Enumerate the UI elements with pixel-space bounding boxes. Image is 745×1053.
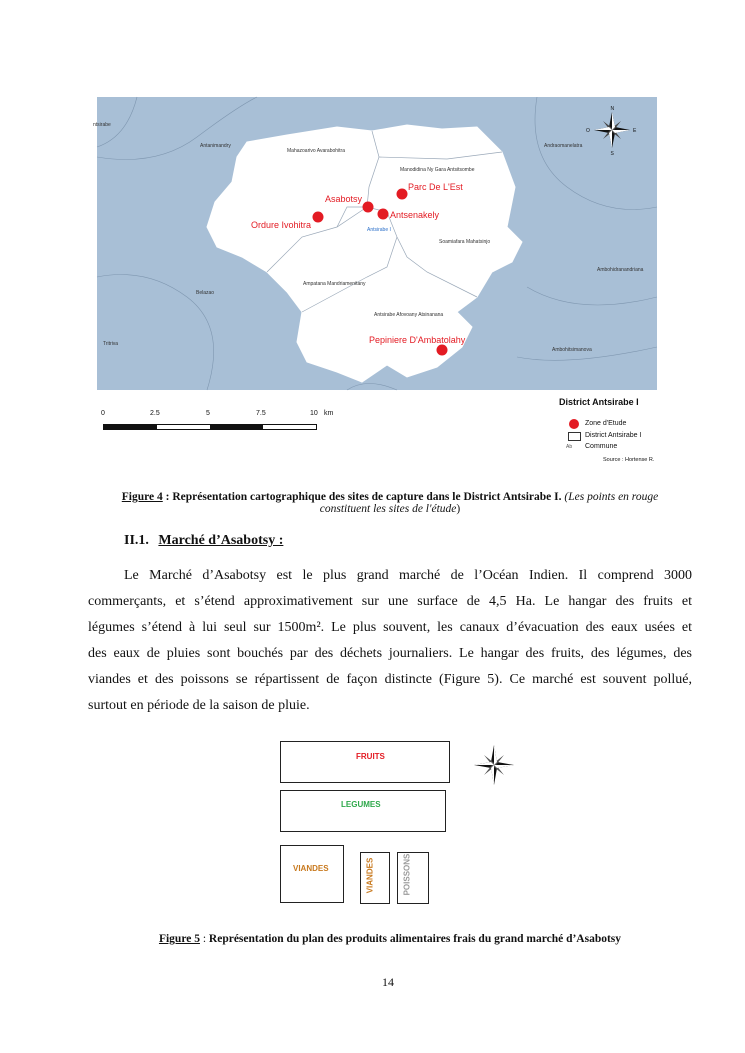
legend-site-icon [569, 419, 579, 429]
paragraph-line: surtout en période de la saison de pluie. [88, 698, 310, 713]
body-paragraph [88, 563, 692, 719]
scale-bar-segment [104, 425, 157, 429]
scale-bar-segment [210, 425, 263, 429]
page-number: 14 [382, 975, 394, 989]
commune-label: Antsirabe Afovoany Atsinanana [374, 312, 444, 318]
scale-unit: km [324, 410, 334, 417]
compass-east: E [633, 128, 637, 134]
legend-item: Commune [585, 443, 618, 450]
place-label: Antanimandry [200, 143, 231, 149]
commune-label: Soamiafara Mahatsinjo [439, 239, 491, 245]
figure-4-note-open: ( [564, 491, 569, 503]
figure-4-note-close: ) [456, 503, 461, 515]
plan-poissons-label: POISSONS [402, 853, 412, 896]
place-label: Tritriva [103, 341, 119, 347]
scale-tick: 2.5 [150, 410, 160, 417]
figure-5-title: Représentation du plan des produits alimentaires frais du grand marché d’Asabotsy [208, 933, 622, 945]
figure-5-sep: : [199, 933, 209, 945]
place-label: Andraomanelatra [544, 143, 583, 149]
site-label-ordure-ivohitra: Ordure Ivohitra [251, 220, 312, 230]
figure-4-note-2: constituent les sites de l'étude [319, 503, 457, 515]
site-label-parc-de-l-est: Parc De L'Est [408, 182, 463, 192]
scale-tick: 0 [101, 410, 105, 417]
commune-label: Ampatana Mandriamenitany [303, 281, 366, 287]
plan-poissons-hangar [397, 852, 429, 904]
paragraph-line: commerçants, et s’étend approximativement sur une surface de 4,5 Ha. Le hangar des fruits et [88, 594, 692, 609]
district-map [93, 97, 657, 390]
site-label-pepiniere: Pepiniere D'Ambatolahy [369, 335, 466, 345]
compass-south: S [610, 151, 614, 157]
site-marker-asabotsy [363, 202, 374, 213]
legend-item: District Antsirabe I [585, 432, 642, 439]
place-label: ntsirabe [93, 122, 111, 128]
site-label-asabotsy: Asabotsy [325, 194, 363, 204]
figure-4-note: Les points en rouge [568, 491, 659, 503]
figure-4-label: Figure 4 [121, 491, 163, 503]
legend-item: Zone d'Etude [585, 420, 627, 427]
paragraph-line: des eaux de pluies sont bouchés par des déchets journaliers. Le hangar des fruits, des légumes, des [88, 646, 692, 661]
figure-5-label: Figure 5 [158, 933, 200, 945]
site-marker-pepiniere [437, 345, 448, 356]
paragraph-line: viandes et des poissons se répartissent de façon distincte (Figure 5). Ce marché est souvent pollué, [88, 672, 692, 687]
compass-west: O [586, 128, 590, 134]
site-marker-ordure-ivohitra [313, 212, 324, 223]
plan-legumes-label: LEGUMES [341, 800, 381, 809]
place-label: Ambohitsimanova [552, 347, 592, 353]
paragraph-line: légumes s’étend à lui seul sur 1500m². Le plus souvent, les canaux d’évacuation des eaux usées et [88, 620, 692, 635]
commune-label: Mahazoarivo Avarabohitra [287, 148, 345, 154]
figure-4-caption [80, 491, 700, 515]
section-heading [124, 533, 283, 549]
compass-north: N [610, 106, 615, 112]
center-label: Antsirabe I [367, 227, 391, 233]
paragraph-line: Le Marché d’Asabotsy est le plus grand marché de l’Océan Indien. Il comprend 3000 [124, 568, 692, 583]
plan-viandes-small-hangar [360, 852, 390, 904]
section-number: II.1. [124, 533, 149, 548]
scale-tick: 5 [206, 410, 210, 417]
legend-commune-icon: Ab [566, 444, 573, 450]
site-label-antsenakely: Antsenakely [390, 210, 440, 220]
site-marker-parc-de-l-est [397, 189, 408, 200]
plan-compass-icon [472, 744, 516, 786]
figure-5-caption [80, 933, 700, 945]
legend-source: Source : Hortense R. [603, 457, 655, 463]
section-title: Marché d’Asabotsy : [158, 533, 284, 548]
plan-viandes-vertical-label: VIANDES [365, 857, 375, 894]
figure-4-title: : Représentation cartographique des sites de capture dans le District Antsirabe I. [162, 491, 565, 503]
plan-viandes-hangar [280, 845, 344, 903]
scale-tick: 10 [310, 410, 318, 417]
place-label: Belazao [196, 290, 215, 296]
site-marker-antsenakely [378, 209, 389, 220]
plan-legumes-hangar [280, 790, 446, 832]
scale-tick: 7.5 [256, 410, 266, 417]
legend-district-icon [568, 432, 581, 441]
plan-fruits-label: FRUITS [356, 752, 385, 761]
legend-title: District Antsirabe I [559, 397, 639, 407]
plan-fruits-hangar [280, 741, 450, 783]
commune-label: Manodidina Ny Gara Antsitsombe [400, 167, 475, 173]
place-label: Ambohidranandriana [597, 267, 644, 273]
plan-viandes-label: VIANDES [293, 864, 329, 873]
